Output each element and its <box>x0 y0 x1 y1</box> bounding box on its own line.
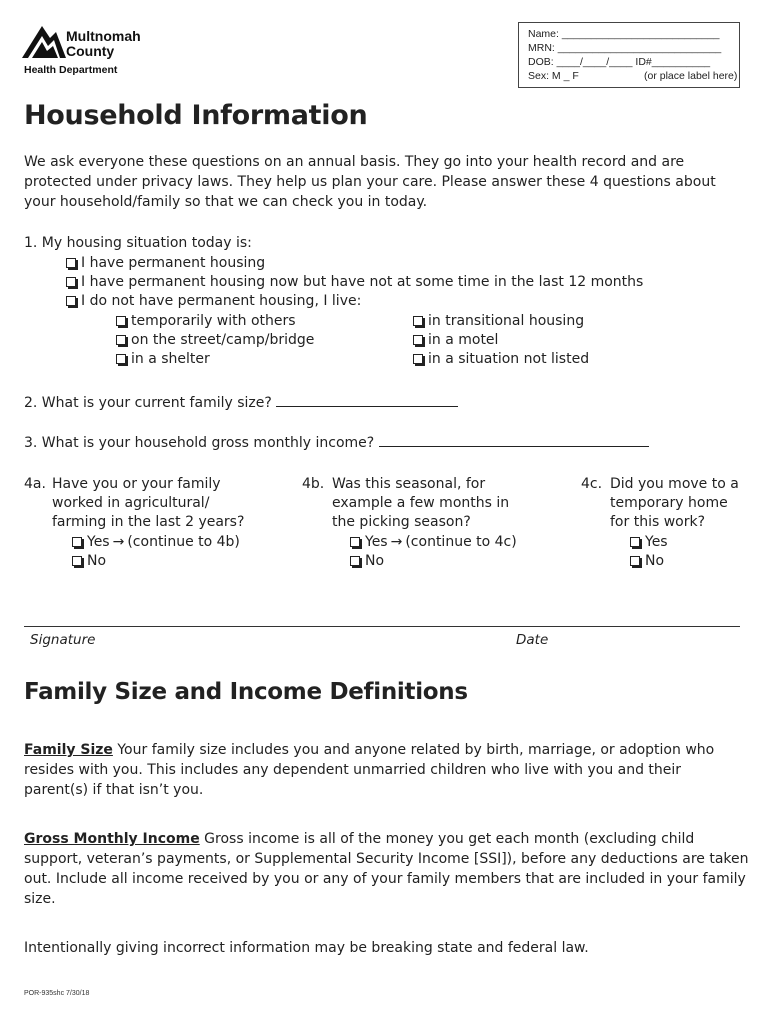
q1-sub-shelter-label: in a shelter <box>131 351 210 367</box>
patient-label-box <box>518 22 740 88</box>
multnomah-county-logo <box>22 24 162 80</box>
checkbox[interactable] <box>630 556 640 566</box>
q4b-yes[interactable] <box>350 532 517 552</box>
label-sex-line <box>528 69 739 83</box>
q4a-no-label: No <box>87 553 107 569</box>
checkbox[interactable] <box>350 537 360 547</box>
form-code: POR-935shc 7/30/18 <box>24 990 90 997</box>
checkbox[interactable] <box>72 537 82 547</box>
q1-sub-temporarily[interactable] <box>116 311 296 331</box>
monthly-income-field[interactable] <box>379 432 649 447</box>
logo-name-line2: County <box>66 43 115 59</box>
checkbox[interactable] <box>413 335 423 345</box>
q1-option-none[interactable] <box>66 291 361 311</box>
q2 <box>24 392 458 413</box>
intro-paragraph: We ask everyone these questions on an annual basis. They go into your health record and are protected under privacy laws. They help us plan your care. Please answer these 4 questions about your household/family so that we can check you in today. <box>24 154 716 210</box>
q4c-line3: for this work? <box>610 514 706 530</box>
q4b-line1: Was this seasonal, for <box>332 476 486 492</box>
q1-option-permanent[interactable] <box>66 253 265 273</box>
q4a-number: 4a. <box>24 476 46 492</box>
q4c-yes[interactable] <box>630 532 668 552</box>
legal-warning: Intentionally giving incorrect information may be breaking state and federal law. <box>24 940 589 956</box>
definitions-title: Family Size and Income Definitions <box>24 679 468 705</box>
q4a-line2: worked in agricultural/ <box>52 495 210 511</box>
q4c-no[interactable] <box>630 551 664 571</box>
q4b-number: 4b. <box>302 476 325 492</box>
q1-sub-not-listed-label: in a situation not listed <box>428 351 590 367</box>
checkbox[interactable] <box>66 258 76 268</box>
checkbox[interactable] <box>116 354 126 364</box>
q4b-no[interactable] <box>350 551 384 571</box>
q1-sub-transitional-label: in transitional housing <box>428 313 585 329</box>
q4b-line2: example a few months in <box>332 495 510 511</box>
q1-sub-motel[interactable] <box>413 330 498 350</box>
q4a-no[interactable] <box>72 551 106 571</box>
q4c-number: 4c. <box>581 476 603 492</box>
checkbox[interactable] <box>350 556 360 566</box>
right-arrow-icon: → <box>390 534 403 550</box>
checkbox[interactable] <box>72 556 82 566</box>
q1-option-none-label: I do not have permanent housing, I live: <box>81 293 362 309</box>
q1-sub-not-listed[interactable] <box>413 349 589 369</box>
q4c-line2: temporary home <box>610 495 728 511</box>
family-size-heading: Family Size <box>24 742 113 758</box>
label-name-line: Name: ___________________________ <box>528 28 720 40</box>
q3-prompt: 3. What is your household gross monthly income? <box>24 435 375 451</box>
gross-income-text: Gross income is all of the money you get each month (excluding child support, veteran’s payments, or Supplemental Security Income [SSI]), before any deductions are taken out. Include all income received by you or any of your family members that are included in your family size. <box>24 831 749 907</box>
signature-line[interactable] <box>24 626 740 627</box>
checkbox[interactable] <box>630 537 640 547</box>
q1-sub-shelter[interactable] <box>116 349 210 369</box>
label-place-note: (or place label here) <box>644 70 738 82</box>
q2-prompt: 2. What is your current family size? <box>24 395 272 411</box>
label-sex: Sex: M _ F <box>528 70 579 82</box>
gross-income-heading: Gross Monthly Income <box>24 831 200 847</box>
q3 <box>24 432 649 453</box>
q4c-yes-label: Yes <box>645 534 668 550</box>
q1-prompt: 1. My housing situation today is: <box>24 235 252 251</box>
label-mrn-line: MRN: ____________________________ <box>528 42 722 54</box>
label-dob-line: DOB: ____/____/____ ID#__________ <box>528 56 711 68</box>
right-arrow-icon: → <box>112 534 125 550</box>
q4c-line1: Did you move to a <box>610 476 739 492</box>
q4a-yes-label: Yes <box>87 534 110 550</box>
q1-option-permanent-label: I have permanent housing <box>81 255 266 271</box>
gross-income-definition <box>24 829 749 909</box>
signature-label: Signature <box>30 632 96 648</box>
q4a-line1: Have you or your family <box>52 476 221 492</box>
q4b-yes-note: (continue to 4c) <box>405 534 517 550</box>
q1-sub-street-label: on the street/camp/bridge <box>131 332 315 348</box>
page-title: Household Information <box>24 100 368 131</box>
mountain-logo-icon <box>22 24 66 60</box>
family-size-field[interactable] <box>276 392 458 407</box>
date-label: Date <box>516 632 549 648</box>
checkbox[interactable] <box>66 277 76 287</box>
checkbox[interactable] <box>413 316 423 326</box>
q4a-yes[interactable] <box>72 532 240 552</box>
family-size-definition <box>24 740 749 800</box>
q1-option-recent-label: I have permanent housing now but have not at some time in the last 12 months <box>81 274 644 290</box>
checkbox[interactable] <box>116 335 126 345</box>
q4b-no-label: No <box>365 553 385 569</box>
checkbox[interactable] <box>116 316 126 326</box>
q1-sub-motel-label: in a motel <box>428 332 499 348</box>
q4b-yes-label: Yes <box>365 534 388 550</box>
logo-department: Health Department <box>24 64 118 76</box>
checkbox[interactable] <box>413 354 423 364</box>
q1-sub-temporarily-label: temporarily with others <box>131 313 296 329</box>
q4c-no-label: No <box>645 553 665 569</box>
checkbox[interactable] <box>66 296 76 306</box>
q1-sub-street[interactable] <box>116 330 314 350</box>
logo-name-line1: Multnomah <box>66 28 141 44</box>
q1-option-recent[interactable] <box>66 272 643 292</box>
q4a-line3: farming in the last 2 years? <box>52 514 245 530</box>
q4b-line3: the picking season? <box>332 514 471 530</box>
q1-sub-transitional[interactable] <box>413 311 584 331</box>
family-size-text: Your family size includes you and anyone related by birth, marriage, or adoption who resides with you. This includes any dependent unmarried children who live with you and their parent(s) if that isn’t you. <box>24 742 715 798</box>
q4a-yes-note: (continue to 4b) <box>127 534 240 550</box>
